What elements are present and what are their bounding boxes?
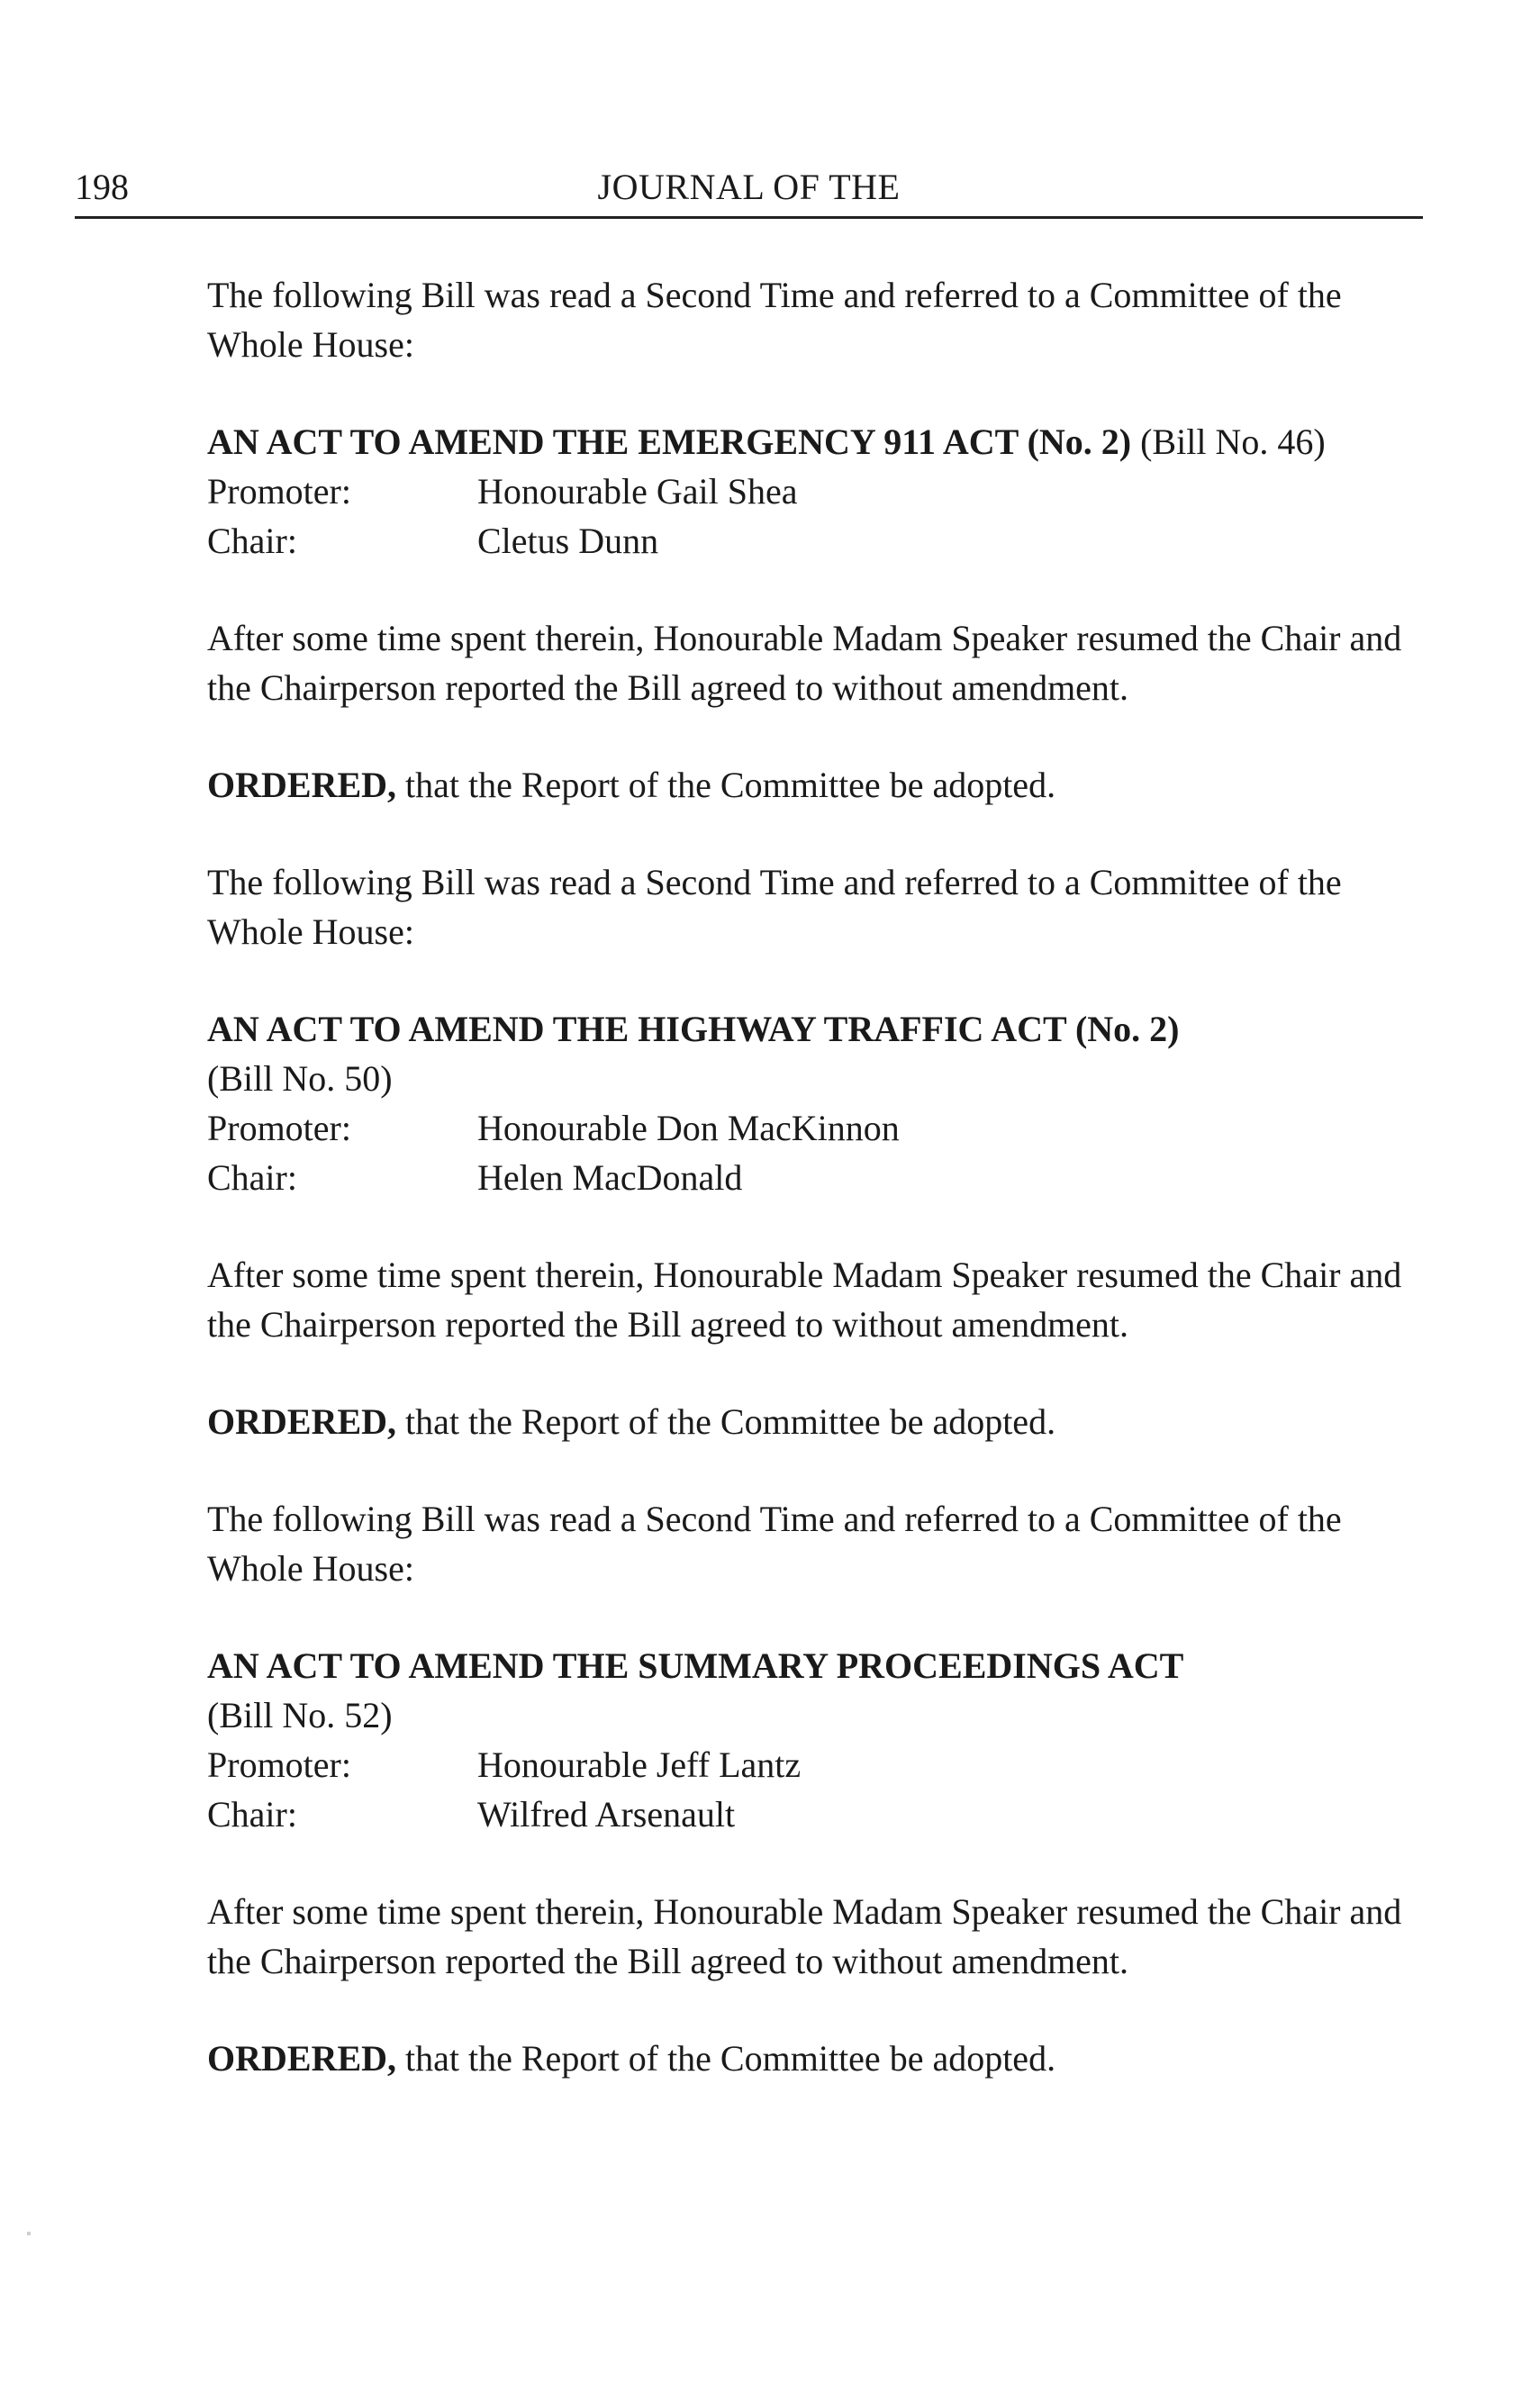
journal-content	[207, 270, 1432, 2131]
ordered-label: ORDERED,	[207, 1401, 397, 1442]
promoter-row	[207, 1740, 1432, 1789]
bill-title	[207, 1004, 1432, 1103]
promoter-name: Honourable Jeff Lantz	[477, 1744, 802, 1785]
bill-section	[207, 1494, 1432, 2083]
bill-name: AN ACT TO AMEND THE HIGHWAY TRAFFIC ACT (No. 2)	[207, 1009, 1180, 1049]
bill-number: (Bill No. 52)	[207, 1695, 393, 1735]
ordered-paragraph	[207, 1397, 1432, 1446]
intro-paragraph: The following Bill was read a Second Time and referred to a Committee of the Whole House:	[207, 862, 1342, 952]
ordered-text: that the Report of the Committee be adopted.	[405, 2038, 1056, 2079]
ordered-label: ORDERED,	[207, 2038, 397, 2079]
chair-name: Helen MacDonald	[477, 1157, 743, 1198]
ordered-label: ORDERED,	[207, 765, 397, 805]
bill-number: (Bill No. 50)	[207, 1058, 393, 1099]
ordered-text: that the Report of the Committee be adopted.	[405, 765, 1056, 805]
chair-row	[207, 1153, 1432, 1202]
chair-name: Wilfred Arsenault	[477, 1794, 736, 1835]
ordered-paragraph	[207, 760, 1432, 810]
ordered-paragraph	[207, 2034, 1432, 2083]
bill-name: AN ACT TO AMEND THE SUMMARY PROCEEDINGS ACT	[207, 1645, 1184, 1686]
bill-title	[207, 1641, 1432, 1740]
promoter-label: Promoter:	[207, 1108, 351, 1148]
bill-number: (Bill No. 46)	[1140, 421, 1326, 462]
chair-row	[207, 516, 1432, 566]
chair-label: Chair:	[207, 521, 297, 561]
promoter-name: Honourable Gail Shea	[477, 471, 798, 512]
running-title: JOURNAL OF THE	[597, 167, 901, 207]
ordered-text: that the Report of the Committee be adopted.	[405, 1401, 1056, 1442]
chair-label: Chair:	[207, 1157, 297, 1198]
chair-row	[207, 1789, 1432, 1839]
report-paragraph: After some time spent therein, Honourable Madam Speaker resumed the Chair and the Chairperson reported the Bill agreed to without amendment.	[207, 618, 1402, 708]
report-paragraph: After some time spent therein, Honourable Madam Speaker resumed the Chair and the Chairperson reported the Bill agreed to without amendment.	[207, 1255, 1402, 1345]
promoter-row	[207, 1103, 1432, 1153]
page-number: 198	[75, 167, 129, 207]
report-paragraph: After some time spent therein, Honourable Madam Speaker resumed the Chair and the Chairperson reported the Bill agreed to without amendment.	[207, 1891, 1402, 1981]
promoter-name: Honourable Don MacKinnon	[477, 1108, 900, 1148]
intro-paragraph: The following Bill was read a Second Time and referred to a Committee of the Whole House:	[207, 1499, 1342, 1589]
chair-name: Cletus Dunn	[477, 521, 659, 561]
bill-section	[207, 857, 1432, 1446]
bill-section	[207, 270, 1432, 810]
promoter-label: Promoter:	[207, 1744, 351, 1785]
chair-label: Chair:	[207, 1794, 297, 1835]
promoter-row	[207, 467, 1432, 516]
page-header	[75, 144, 1423, 219]
promoter-label: Promoter:	[207, 471, 351, 512]
bill-name: AN ACT TO AMEND THE EMERGENCY 911 ACT (No. 2)	[207, 421, 1132, 462]
bill-title	[207, 417, 1432, 467]
scan-speck	[27, 2232, 31, 2235]
intro-paragraph: The following Bill was read a Second Time and referred to a Committee of the Whole House:	[207, 275, 1342, 365]
